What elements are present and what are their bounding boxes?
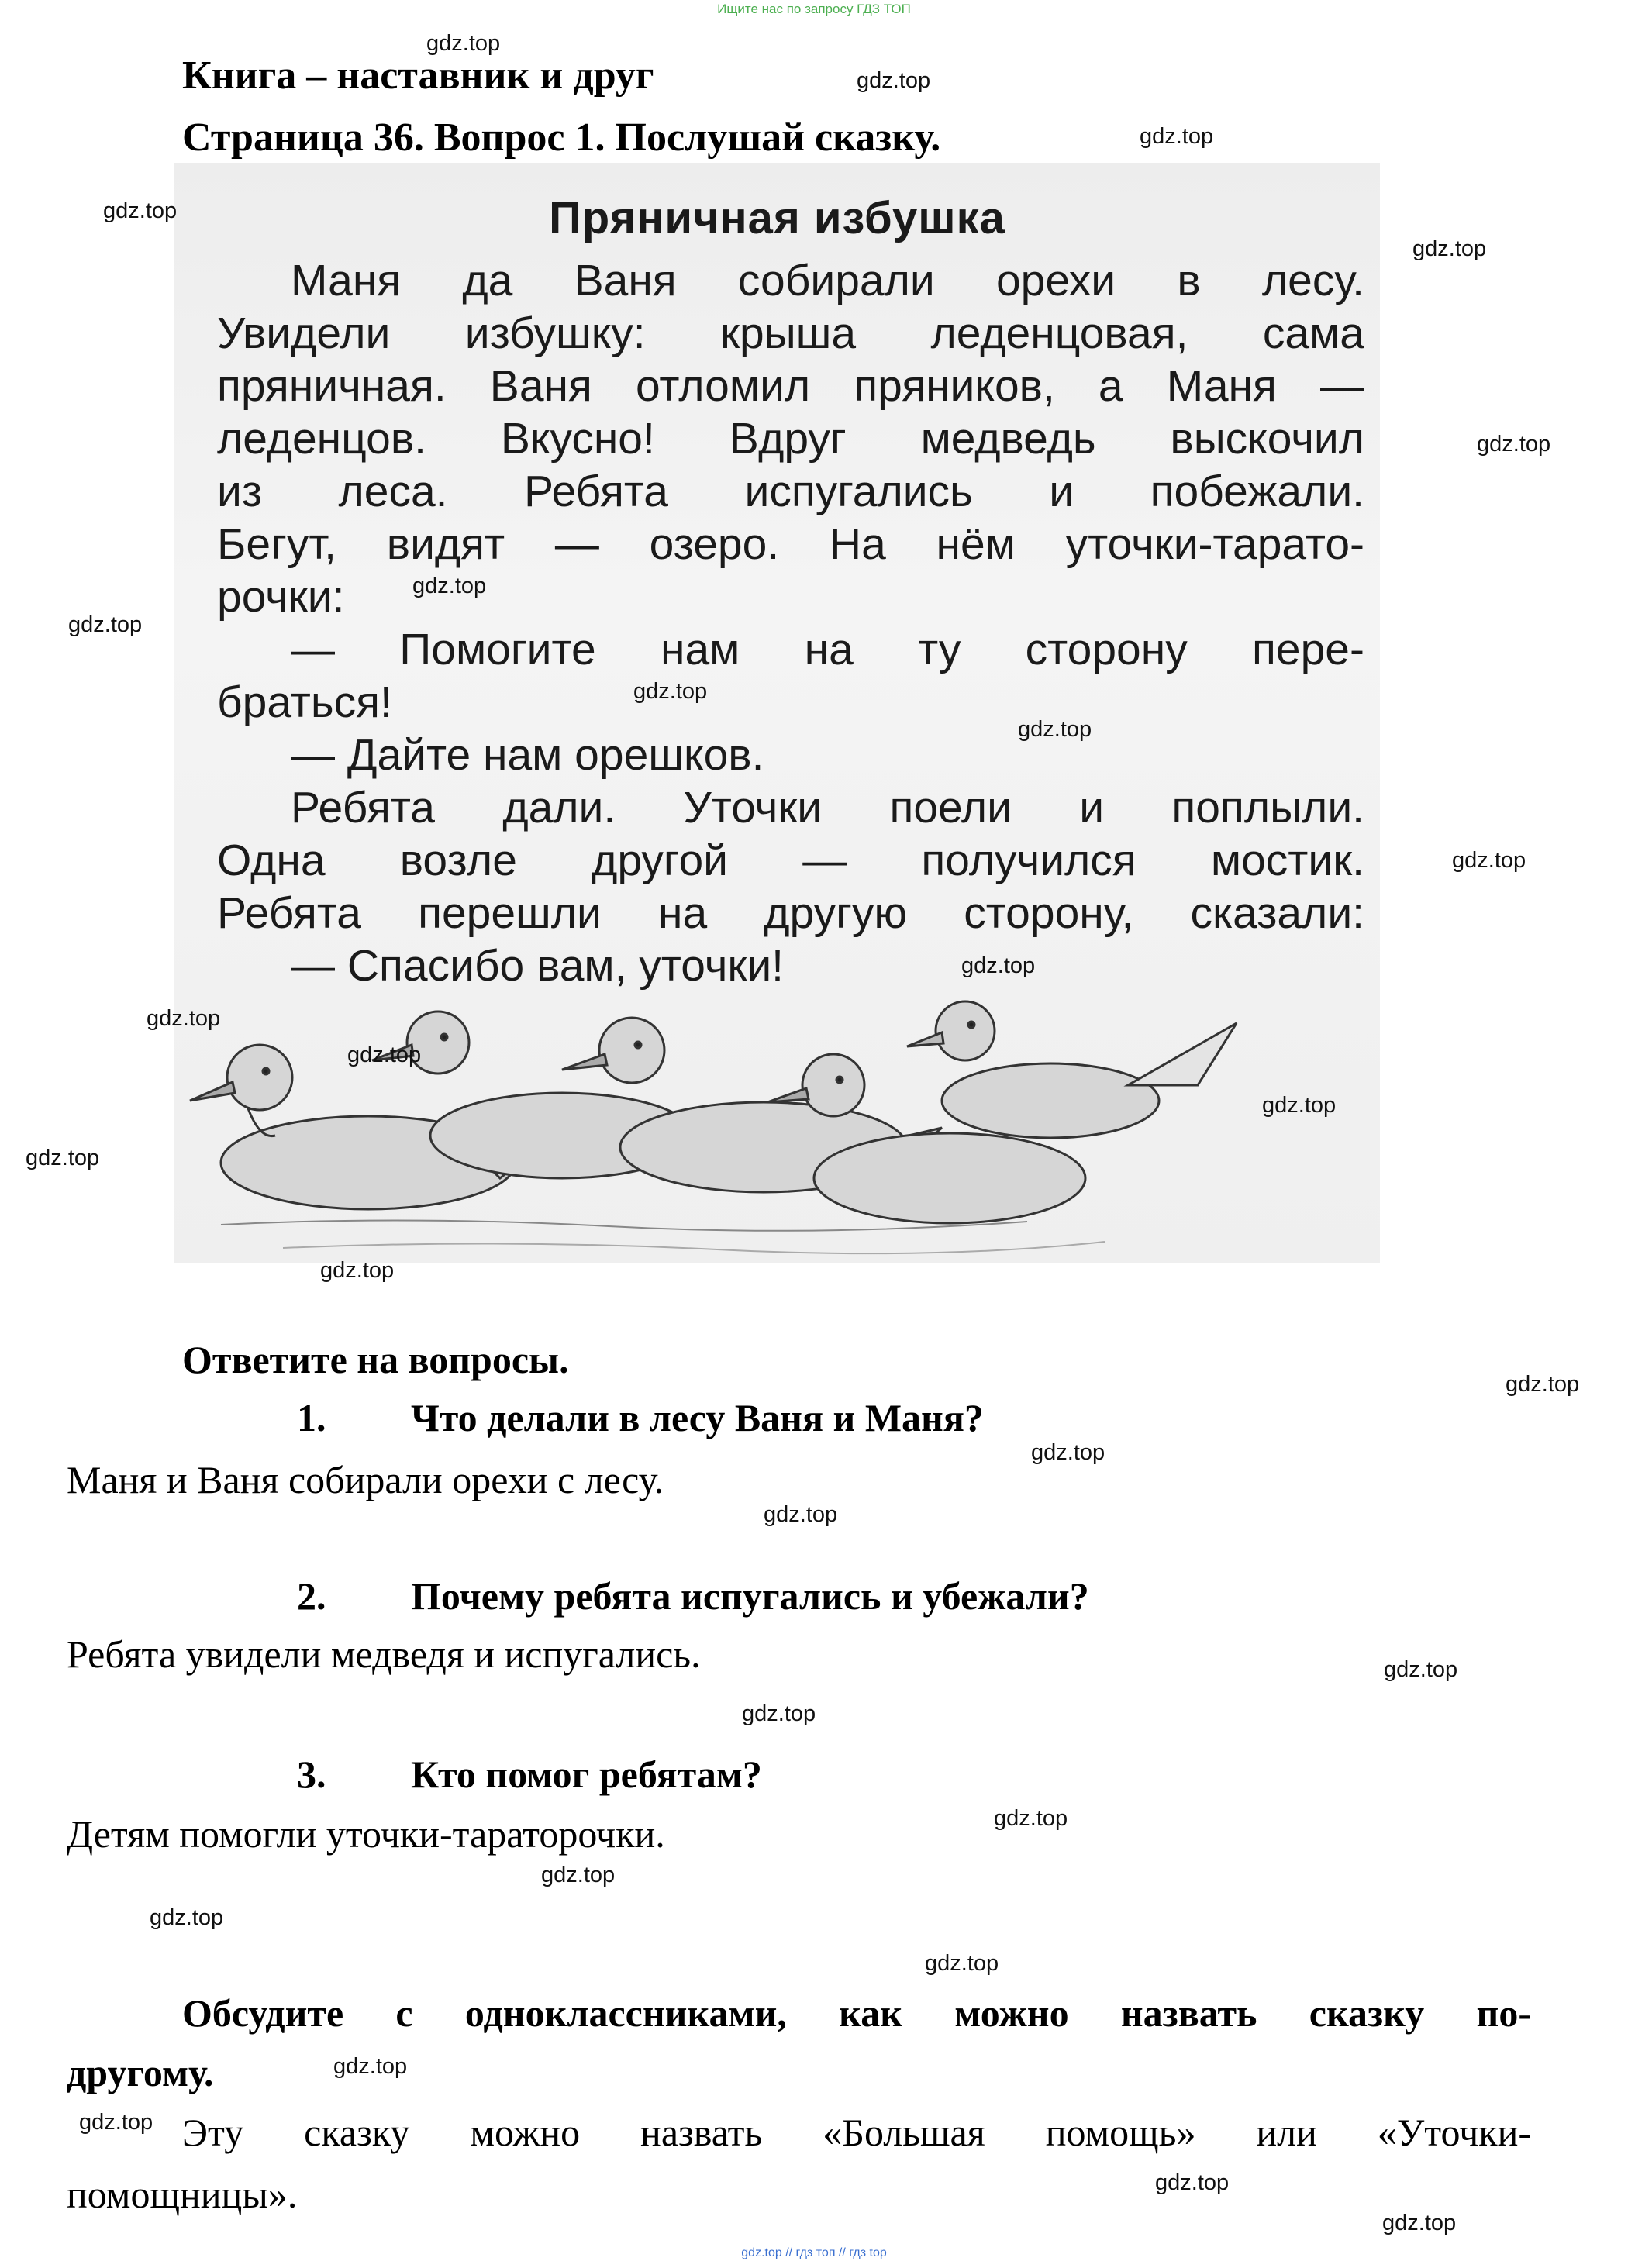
- story-line: — Помогите нам на ту сторону пере-: [291, 625, 1364, 674]
- watermark: gdz.top: [1140, 124, 1214, 149]
- watermark: gdz.top: [994, 1806, 1068, 1831]
- watermark: gdz.top: [541, 1863, 616, 1887]
- questions-heading: Ответите на вопросы.: [182, 1338, 569, 1381]
- watermark: gdz.top: [320, 1258, 395, 1283]
- question-number: 1.: [297, 1396, 326, 1439]
- watermark: gdz.top: [961, 953, 1036, 978]
- story-line: Одна возле другой — получился мостик.: [217, 836, 1364, 885]
- watermark: gdz.top: [1155, 2170, 1230, 2195]
- bottom-banner: gdz.top // гдз топ // гдз top: [741, 2246, 887, 2259]
- watermark: gdz.top: [103, 198, 178, 223]
- watermark: gdz.top: [333, 2054, 408, 2079]
- watermark: gdz.top: [742, 1701, 816, 1726]
- story-line: Увидели избушку: крыша леденцовая, сама: [217, 308, 1364, 358]
- watermark: gdz.top: [150, 1905, 224, 1930]
- question-number: 2.: [297, 1574, 326, 1618]
- watermark: gdz.top: [1506, 1372, 1580, 1397]
- subject-title: Книга – наставник и друг: [182, 53, 654, 98]
- story-line: — Дайте нам орешков.: [291, 730, 764, 780]
- watermark: gdz.top: [426, 31, 501, 56]
- watermark: gdz.top: [1452, 848, 1526, 873]
- discuss-prompt: Обсудите с одноклассниками, как можно назвать сказку по-: [182, 1991, 1531, 2035]
- watermark: gdz.top: [633, 679, 708, 704]
- watermark: gdz.top: [68, 612, 143, 637]
- watermark: gdz.top: [412, 574, 487, 598]
- discuss-answer-cont: помощницы».: [67, 2173, 298, 2216]
- answer-text: Детям помогли уточки-тараторочки.: [67, 1812, 665, 1856]
- watermark: gdz.top: [147, 1006, 221, 1031]
- question-number: 3.: [297, 1753, 326, 1796]
- discuss-answer: Эту сказку можно назвать «Большая помощь» или «Уточки-: [182, 2111, 1531, 2154]
- story-line: из леса. Ребята испугались и побежали.: [217, 467, 1364, 516]
- story-line: Маня да Ваня собирали орехи в лесу.: [291, 256, 1364, 305]
- watermark: gdz.top: [1384, 1657, 1458, 1682]
- watermark: gdz.top: [1382, 2211, 1457, 2235]
- watermark: gdz.top: [1262, 1093, 1337, 1118]
- question-text: Почему ребята испугались и убежали?: [411, 1574, 1089, 1618]
- watermark: gdz.top: [347, 1043, 422, 1067]
- watermark: gdz.top: [1018, 717, 1092, 742]
- story-line: пряничная. Ваня отломил пряников, а Маня —: [217, 361, 1364, 411]
- watermark: gdz.top: [26, 1146, 100, 1170]
- top-banner: Ищите нас по запросу ГДЗ ТОП: [717, 2, 911, 16]
- discuss-prompt-cont: другому.: [67, 2051, 214, 2094]
- task-title: Страница 36. Вопрос 1. Послушай сказку.: [182, 115, 941, 160]
- ducks-illustration: [174, 969, 1380, 1263]
- question-text: Что делали в лесу Ваня и Маня?: [411, 1396, 984, 1439]
- answer-text: Ребята увидели медведя и испугались.: [67, 1632, 701, 1676]
- story-line: — Спасибо вам, уточки!: [291, 941, 785, 991]
- watermark: gdz.top: [1031, 1440, 1105, 1465]
- watermark: gdz.top: [925, 1951, 999, 1976]
- story-line: Ребята перешли на другую сторону, сказали:: [217, 888, 1364, 938]
- watermark: gdz.top: [1412, 236, 1487, 261]
- story-title: Пряничная избушка: [549, 193, 1005, 243]
- watermark: gdz.top: [79, 2110, 153, 2135]
- story-line: Бегут, видят — озеро. На нём уточки-тарато-: [217, 519, 1364, 569]
- answer-text: Маня и Ваня собирали орехи с лесу.: [67, 1458, 664, 1501]
- duck: [907, 1001, 1237, 1138]
- watermark: gdz.top: [1477, 432, 1551, 457]
- story-line: леденцов. Вкусно! Вдруг медведь выскочил: [217, 414, 1364, 464]
- story-line: Ребята дали. Уточки поели и поплыли.: [291, 783, 1364, 832]
- watermark: gdz.top: [764, 1502, 838, 1527]
- story-line: браться!: [217, 677, 392, 727]
- watermark: gdz.top: [857, 68, 931, 93]
- textbook-scan: [174, 163, 1380, 1263]
- story-line: рочки:: [217, 572, 345, 622]
- question-text: Кто помог ребятам?: [411, 1753, 762, 1796]
